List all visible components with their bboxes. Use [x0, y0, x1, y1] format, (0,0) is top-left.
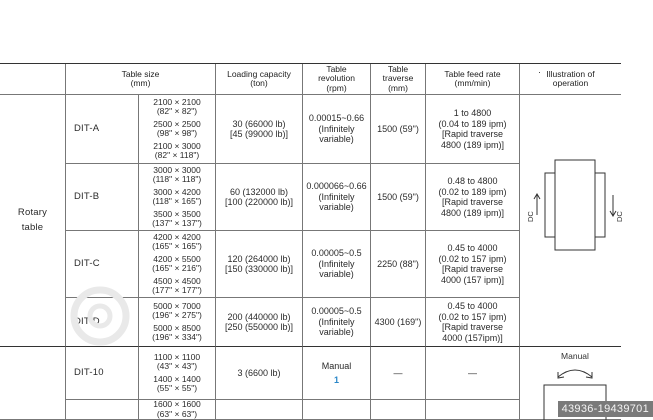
loading-cell [216, 347, 303, 400]
group-rotary-line2: table [21, 221, 44, 233]
size-mm: 5000 × 7000 [153, 300, 201, 311]
feed-cell [426, 347, 520, 400]
model-name: DIT-C [74, 257, 100, 269]
size-mm: 4500 × 4500 [153, 275, 201, 286]
loading-line: 30 (66000 lb) [232, 118, 286, 129]
revolution-line: 0.00005~0.5 [311, 248, 362, 259]
size-in: (118" × 165") [152, 196, 202, 206]
feed-line: (0.02 to 189 ipm) [438, 186, 507, 197]
size-mm: 4200 × 4200 [153, 231, 201, 242]
header-feed-unit: (mm/min) [454, 78, 491, 88]
size-mm: 3500 × 3500 [153, 208, 201, 219]
traverse-cell [371, 400, 426, 420]
revolution-line: variable) [319, 269, 354, 280]
header-group-empty [0, 64, 66, 95]
size-mm: 2100 × 3000 [153, 140, 201, 151]
model-name: DIT-10 [74, 366, 104, 378]
size-in: (196" × 334") [152, 332, 202, 342]
corner-mark: · [538, 67, 541, 77]
feed-cell [426, 298, 520, 347]
traverse-cell [371, 164, 426, 231]
watermark-id: 43936-19439701 [558, 401, 653, 417]
traverse-cell [371, 231, 426, 298]
header-traverse-label: Table traverse [382, 63, 414, 84]
rotary-table-diagram [520, 95, 624, 347]
header-table-size [66, 64, 216, 95]
feed-cell [426, 231, 520, 298]
revolution-line: (Infinitely [318, 191, 355, 202]
header-feed-label: Table feed rate [444, 68, 501, 79]
loading-cell [216, 95, 303, 164]
feed-line: 4000 (157 ipm)] [440, 274, 505, 285]
traverse-value: 1500 (59") [377, 123, 419, 134]
group-rotary-line1: Rotary [17, 207, 48, 218]
feed-line: 4000 (157ipm)] [442, 332, 503, 343]
size-in: (82" × 82") [156, 106, 198, 116]
table-size-cell [139, 298, 216, 347]
revolution-cell [303, 95, 371, 164]
revolution-line: 0.00005~0.5 [311, 306, 362, 317]
table-size-cell [139, 164, 216, 231]
size-in: (177" × 177") [152, 285, 202, 295]
revolution-line: variable) [319, 134, 354, 145]
revolution-line: variable) [319, 202, 354, 213]
loading-line: 60 (132000 lb) [229, 186, 289, 197]
traverse-value: 2250 (88") [377, 258, 419, 269]
revolution-line: (Infinitely [318, 123, 355, 134]
size-mm: 2100 × 2100 [153, 96, 201, 107]
model-cell [66, 400, 139, 420]
size-mm: 2500 × 2500 [153, 118, 201, 129]
traverse-value: — [393, 367, 403, 378]
spec-table [0, 63, 624, 420]
revolution-cell [303, 347, 371, 400]
revolution-cell [303, 298, 371, 347]
header-revolution-unit: (rpm) [326, 82, 347, 93]
size-in: (118" × 118") [152, 174, 202, 184]
feed-line: 1 to 4800 [453, 108, 492, 118]
loading-cell [216, 400, 303, 420]
feed-line: 0.45 to 4000 [447, 243, 498, 253]
model-name: DIT-B [74, 190, 100, 202]
manual-label: Manual [561, 351, 589, 361]
table-size-cell [139, 231, 216, 298]
feed-line: 0.48 to 4800 [447, 176, 498, 186]
header-traverse [371, 64, 426, 95]
feed-cell [426, 400, 520, 420]
header-illustration [520, 64, 621, 95]
group-manual-empty [0, 347, 66, 420]
feed-line: [Rapid traverse [441, 264, 504, 274]
size-mm: 1600 × 1600 [153, 399, 201, 409]
loading-cell [216, 298, 303, 347]
feed-line: [Rapid traverse [441, 197, 504, 207]
header-illustration-label: Illustration of operation [546, 68, 595, 88]
dc-right-label: DC [615, 211, 624, 222]
revolution-cell [303, 231, 371, 298]
revolution-mark: 1 [333, 375, 339, 385]
traverse-value: 4300 (169") [374, 316, 422, 327]
feed-line: (0.02 to 157 ipm) [438, 253, 507, 264]
size-in: (98" × 98") [156, 128, 198, 138]
size-in: (137" × 137") [152, 218, 202, 228]
illustration-rotary [520, 95, 624, 347]
model-cell [66, 95, 139, 164]
group-rotary-table [0, 95, 66, 347]
table-size-cell [139, 95, 216, 164]
loading-line: [250 (550000 lb)] [224, 322, 294, 332]
size-mm: 3000 × 4200 [153, 186, 201, 197]
size-mm: 4200 × 5500 [153, 253, 201, 264]
revolution-line: Manual [321, 360, 352, 371]
loading-cell [216, 231, 303, 298]
size-mm: 1100 × 1100 [153, 351, 201, 362]
header-loading [216, 64, 303, 95]
size-in: (165" × 165") [152, 241, 202, 251]
size-mm: 5000 × 8500 [153, 322, 201, 333]
dc-left-label: DC [526, 211, 535, 222]
revolution-line: variable) [319, 327, 354, 338]
feed-line: (0.04 to 189 ipm) [438, 118, 507, 129]
loading-line: [100 (220000 lb)] [224, 197, 294, 207]
model-name: DIT-D [74, 315, 100, 327]
table-size-cell [139, 400, 216, 420]
model-cell [66, 164, 139, 231]
loading-line: 3 (6600 lb) [237, 367, 281, 378]
header-loading-label: Loading capacity [227, 68, 291, 79]
revolution-line: 0.000066~0.66 [306, 181, 367, 192]
traverse-cell [371, 347, 426, 400]
feed-line: 0.45 to 4000 [447, 301, 498, 311]
loading-line: 120 (264000 lb) [227, 253, 291, 264]
size-in: (55" × 55") [156, 383, 198, 393]
feed-line: 4800 (189 ipm)] [440, 207, 505, 218]
loading-line: [45 (99000 lb)] [229, 129, 289, 139]
header-traverse-unit: (mm) [388, 82, 408, 93]
traverse-cell [371, 95, 426, 164]
size-in: (165" × 216") [152, 263, 202, 273]
feed-line: [Rapid traverse [441, 129, 504, 139]
model-name: DIT-A [74, 122, 100, 134]
table-size-cell [139, 347, 216, 400]
loading-line: [150 (330000 lb)] [224, 264, 294, 274]
header-feed [426, 64, 520, 95]
header-table-size-unit: (mm) [130, 78, 151, 88]
header-loading-unit: (ton) [250, 78, 268, 88]
revolution-line: (Infinitely [318, 258, 355, 269]
feed-line: — [468, 367, 477, 378]
feed-line: 4800 (189 ipm)] [440, 139, 505, 150]
revolution-cell [303, 164, 371, 231]
size-mm: 1400 × 1400 [153, 373, 201, 384]
feed-line: [Rapid traverse [441, 322, 504, 332]
loading-line: 200 (440000 lb) [227, 311, 291, 322]
watermark-gear-icon [60, 276, 140, 356]
header-revolution [303, 64, 371, 95]
size-in: (196" × 275") [152, 310, 202, 320]
loading-cell [216, 164, 303, 231]
traverse-value: 1500 (59") [377, 191, 419, 202]
size-mm: 3000 × 3000 [153, 164, 201, 175]
traverse-cell [371, 298, 426, 347]
size-in: (82" × 118") [154, 150, 200, 160]
size-in: (43" × 43") [156, 361, 198, 371]
revolution-line: 0.00015~0.66 [308, 113, 365, 124]
feed-cell [426, 95, 520, 164]
feed-line: (0.02 to 157 ipm) [438, 311, 507, 322]
size-in: (63" × 63") [156, 408, 198, 419]
header-revolution-label: Table revolution [318, 63, 355, 84]
feed-cell [426, 164, 520, 231]
revolution-line: (Infinitely [318, 316, 355, 327]
header-table-size-label: Table size [121, 68, 160, 79]
revolution-cell [303, 400, 371, 420]
